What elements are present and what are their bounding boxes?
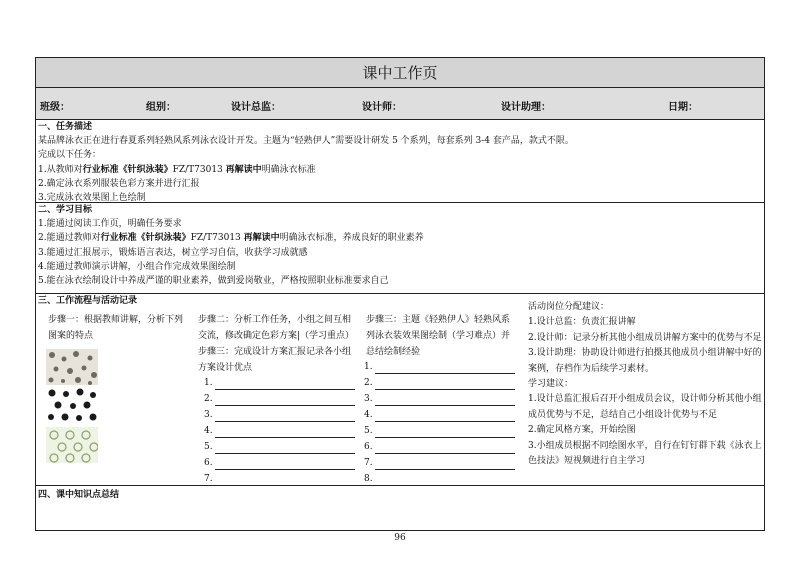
workflow-section — [36, 294, 764, 486]
step3-blank-4[interactable]: 4. — [364, 408, 515, 422]
meta-row — [36, 88, 764, 120]
summary-section — [36, 486, 764, 530]
task-item-2: 2.确定泳衣系列服装色彩方案并进行汇报 — [38, 178, 200, 189]
floral-pattern-3-image — [46, 427, 98, 463]
role-2: 2.设计师：记录分析其他小组成员讲解方案中的优势与不足 — [528, 332, 762, 343]
workflow-heading: 三、工作流程与活动记录 — [38, 296, 138, 306]
assistant-label: 设计助理： — [501, 102, 551, 113]
goal-4: 4.能通过教师演示讲解，小组合作完成效果图绘制 — [38, 261, 236, 272]
page-title: 课中工作页 — [36, 58, 764, 88]
director-label: 设计总监： — [231, 102, 281, 113]
roles-heading: 活动岗位分配建议： — [528, 302, 610, 312]
step2-blank-7[interactable]: 7. — [204, 472, 355, 486]
step1-text: 步骤一：根据教师讲解，分析下列图案的特点 — [48, 315, 184, 341]
role-1: 1.设计总监：负责汇报讲解 — [528, 317, 636, 328]
goal-3: 3.能通过汇报展示，锻炼语言表达，树立学习自信，收获学习成就感 — [38, 247, 308, 258]
task-intro: 某品牌泳衣正在进行春夏系列轻熟风系列泳衣设计开发。主题为“轻熟伊人”需要设计研发 5 个系列，每套系列 3-4 套产品，款式不限。 — [38, 136, 574, 147]
goals-section — [36, 203, 764, 294]
task-section — [36, 120, 764, 203]
group-label: 组别： — [146, 102, 176, 113]
step3-blank-2[interactable]: 2. — [364, 376, 515, 390]
step2-blank-2[interactable]: 2. — [204, 392, 355, 406]
goal-1: 1.能通过阅读工作页，明确任务要求 — [38, 219, 182, 230]
step3-blank-1[interactable]: 1. — [364, 360, 515, 374]
summary-heading: 四、课中知识点总结 — [38, 490, 120, 500]
tip-3: 3.小组成员根据不同绘图水平，自行在钉钉群下载《泳衣上色技法》短视频进行自主学习 — [528, 440, 762, 467]
step2-blank-5[interactable]: 5. — [204, 440, 355, 454]
goal-5: 5.能在泳衣绘制设计中养成严谨的职业素养，做到爱岗敬业，严格按照职业标准要求自己 — [38, 276, 389, 287]
step2-blank-3[interactable]: 3. — [204, 408, 355, 422]
task-item-3: 3.完成泳衣效果图上色绘制 — [38, 193, 146, 204]
designer-label: 设计师： — [362, 102, 402, 113]
task-item-1: 1.从教师对行业标准《针织泳装》FZ/T73013 再解读中明确泳衣标准 — [38, 164, 316, 175]
goal-2: 2.能通过教师对行业标准《针织泳装》FZ/T73013 再解读中明确泳衣标准，养成良好的职业素养 — [38, 233, 424, 244]
task-heading: 一、任务描述 — [38, 122, 93, 132]
page-number: 96 — [394, 533, 406, 543]
step2-blank-6[interactable]: 6. — [204, 456, 355, 470]
tip-1: 1.设计总监汇报后召开小组成员会议，设计师分析其他小组成员优势与不足，总结自己小组设计优势与不足 — [528, 394, 762, 420]
goals-heading: 二、学习目标 — [38, 205, 93, 215]
step3-blank-5[interactable]: 5. — [364, 424, 515, 438]
tip-2: 2.确定风格方案，开始绘图 — [528, 425, 636, 436]
step3-blank-8[interactable]: 8. — [364, 472, 515, 486]
floral-pattern-1-image — [46, 349, 98, 385]
step3-blank-6[interactable]: 6. — [364, 440, 515, 454]
study-heading: 学习建议： — [528, 379, 574, 390]
step3-text: 步骤三：主题《轻熟伊人》轻熟风系列泳衣装效果图绘制（学习难点）并总结绘制经验 — [366, 315, 511, 357]
step2-blank-4[interactable]: 4. — [204, 424, 355, 438]
worksheet-frame — [35, 57, 765, 531]
step2-blank-1[interactable]: 1. — [204, 376, 355, 390]
date-label: 日期： — [668, 102, 698, 113]
floral-pattern-2-image — [46, 387, 98, 423]
step3-blank-7[interactable]: 7. — [364, 456, 515, 470]
role-3: 3.设计助理：协助设计师进行拍摄其他成员小组讲解中好的案例，存档作为后续学习素材。 — [528, 348, 762, 374]
task-sub: 完成以下任务： — [38, 150, 102, 161]
step3-blank-3[interactable]: 3. — [364, 392, 515, 406]
class-label: 班级： — [40, 102, 70, 113]
role-advice — [528, 300, 762, 469]
step2-text: 步骤二：分析工作任务，小组之间互相交流，修改确定色彩方案|（学习重点）步骤三：完成设计方案汇报记录各小组方案设计优点 — [198, 315, 352, 373]
